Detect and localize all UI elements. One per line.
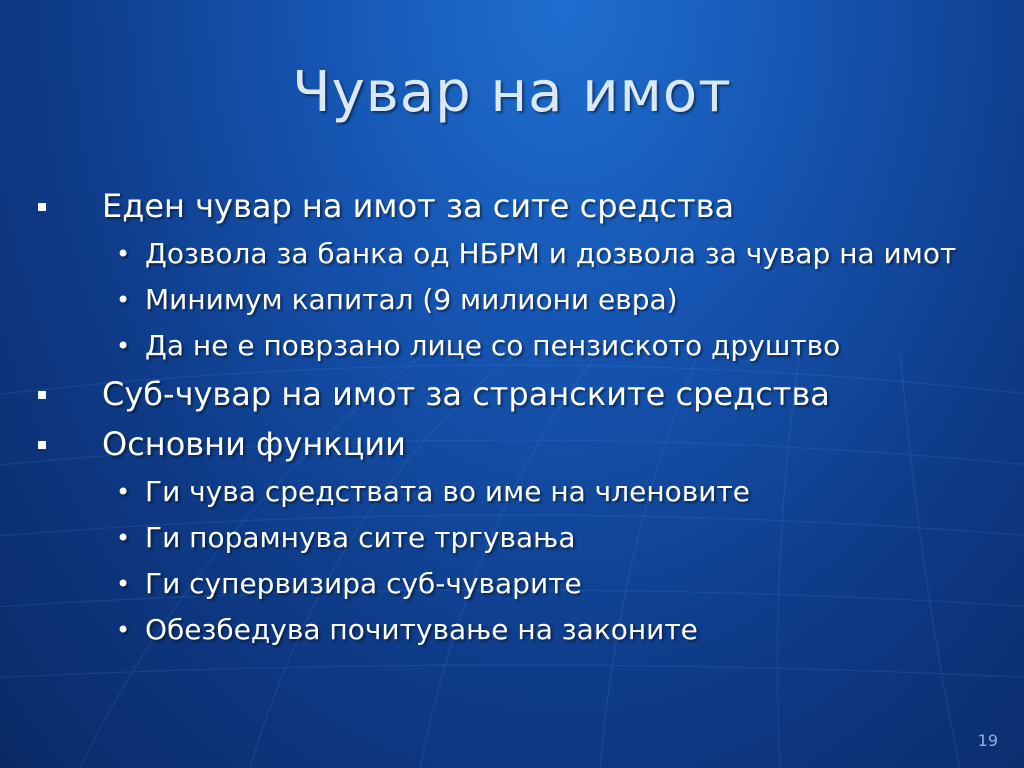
bullet-item-3-text: Основни функции xyxy=(102,425,406,463)
bullet-item-3 xyxy=(32,424,992,464)
bullet-item-2 xyxy=(32,374,992,414)
dot-bullet-icon: • xyxy=(116,524,131,552)
sub-item-text: Ги порамнува сите тргувања xyxy=(145,521,576,554)
sub-list-1 xyxy=(32,236,992,364)
square-bullet-icon xyxy=(38,203,46,211)
sub-item xyxy=(32,474,992,510)
square-bullet-icon xyxy=(38,391,46,399)
bullet-item-1-text: Еден чувар на имот за сите средства xyxy=(102,187,735,225)
sub-item xyxy=(32,566,992,602)
sub-item-text: Дозвола за банка од НБРМ и дозвола за чувар на имот xyxy=(145,237,957,270)
dot-bullet-icon: • xyxy=(116,478,131,506)
sub-list-3 xyxy=(32,474,992,648)
bullet-item-2-text: Суб-чувар на имот за странските средства xyxy=(102,375,830,413)
sub-item-text: Минимум капитал (9 милиони евра) xyxy=(145,283,678,316)
sub-item-text: Ги супервизира суб-чуварите xyxy=(145,567,582,600)
square-bullet-icon xyxy=(38,441,46,449)
sub-item xyxy=(32,282,992,318)
dot-bullet-icon: • xyxy=(116,570,131,598)
sub-item xyxy=(32,520,992,556)
dot-bullet-icon: • xyxy=(116,286,131,314)
slide-title: Чувар на имот xyxy=(292,60,732,125)
dot-bullet-icon: • xyxy=(116,616,131,644)
sub-item-text: Ги чува средствата во име на членовите xyxy=(145,475,751,508)
sub-item xyxy=(32,236,992,272)
sub-item xyxy=(32,612,992,648)
bullet-item-1 xyxy=(32,186,992,226)
sub-item-text: Да не е поврзано лице со пензиското друштво xyxy=(145,329,841,362)
sub-item xyxy=(32,328,992,364)
dot-bullet-icon: • xyxy=(116,332,131,360)
page-number: 19 xyxy=(977,731,998,750)
dot-bullet-icon: • xyxy=(116,240,131,268)
slide-body xyxy=(32,186,992,658)
sub-item-text: Обезбедува почитување на законите xyxy=(145,613,698,646)
